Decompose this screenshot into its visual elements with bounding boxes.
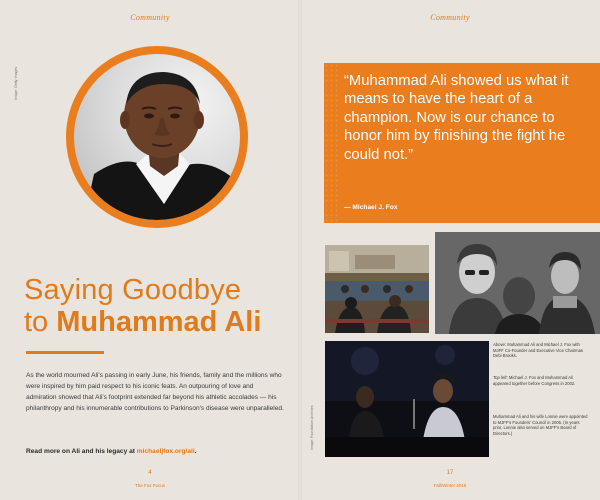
ali-portrait-illustration (74, 54, 240, 220)
photo-congress-illustration (325, 245, 429, 333)
page-number: 4 (148, 470, 152, 476)
photo-stage-illustration (325, 341, 489, 457)
ali-portrait-photo (74, 54, 240, 220)
caption-bottom: Muhammad Ali and his wife Lonnie were appointed to MJFF's Founders' Council in 2005. (In years prior, Lonnie also served on MJFF's Board of Directors.) (493, 414, 588, 436)
caption-above-text: Muhammad Ali and Michael J. Fox with MJFF Co-Founder and Executive Vice Chairman Debi Brooks. (493, 342, 584, 359)
photo-credit: Image: Foundation Archives (310, 405, 314, 450)
caption-top-left-lead: Top left: (493, 375, 508, 380)
publication-name: The Fox Focus (134, 483, 165, 488)
caption-top-left (493, 375, 589, 386)
pull-quote-text: “Muhammad Ali showed us what it means to have the heart of a champion. Now is our chance to honor him by finishing the fight he could not.” (344, 73, 569, 163)
photo-ali-fox-brooks (435, 232, 600, 334)
section-label: Community (130, 13, 170, 22)
read-more-prefix: Read more on Ali and his legacy at (26, 448, 137, 455)
photo-congress-hearing (325, 245, 429, 333)
caption-top-left-text: Michael J. Fox and Muhammad Ali appeared together before Congress in 2002. (493, 375, 576, 386)
article-body: As the world mourned Ali's passing in early June, his friends, family and the millions who were inspired by him paid respect to his iconic feats. An outpouring of love and admiration showed that Ali's footprint extended far beyond his athletic accolades — his philanthropy and his innumerable contributions to Parkinson's disease were unparalleled. (26, 372, 284, 412)
photo-credit: Image: Getty Images (14, 66, 18, 100)
headline-name: Muhammad Ali (56, 306, 262, 338)
photo-group-illustration (435, 232, 600, 334)
read-more-suffix: . (194, 448, 197, 455)
headline-to: to (24, 306, 57, 338)
read-more-link[interactable]: michaeljfox.org/ali (136, 448, 195, 455)
pull-quote-author: — Michael J. Fox (344, 204, 398, 211)
right-page (300, 0, 600, 500)
publication-issue: Fall/Winter 2016 (433, 483, 467, 488)
headline (24, 274, 284, 343)
read-more (26, 448, 288, 455)
caption-above-lead: Above: (493, 342, 507, 347)
page-number: 17 (446, 470, 454, 476)
section-label: Community (430, 13, 470, 22)
caption-above (493, 342, 589, 359)
headline-rule (26, 351, 104, 354)
headline-line-1: Saying Goodbye (24, 274, 242, 306)
pull-quote-box (324, 63, 600, 223)
photo-ali-lonnie-stage (325, 341, 489, 457)
